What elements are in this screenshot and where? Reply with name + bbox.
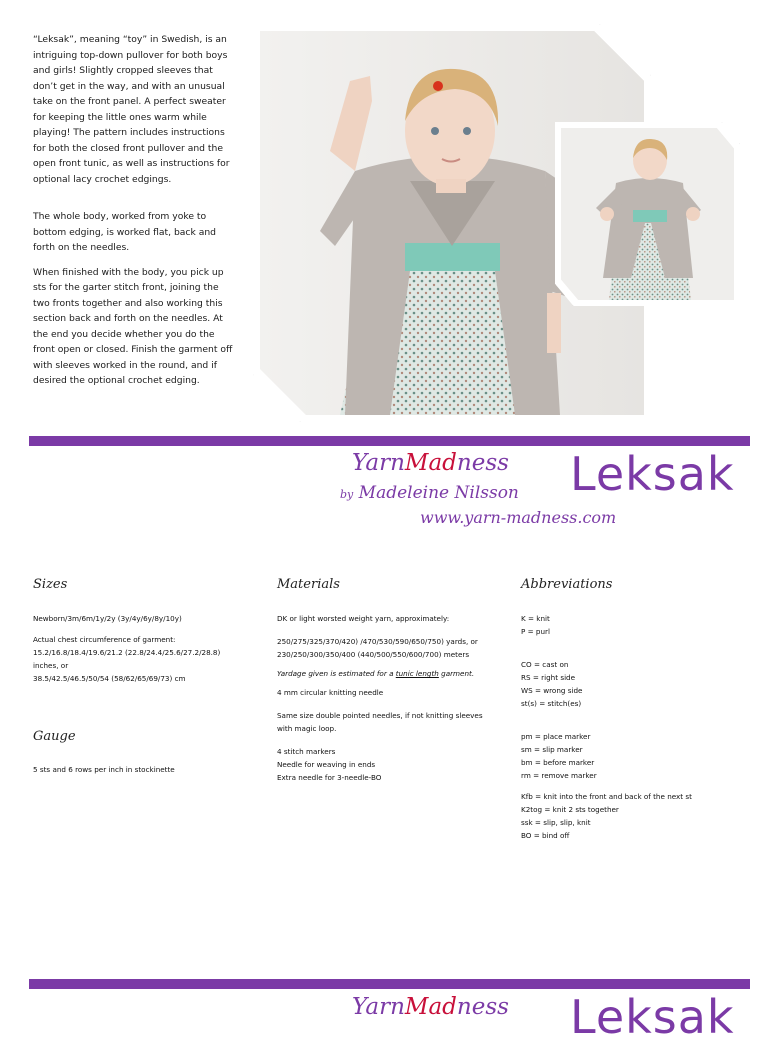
abbr-item: WS = wrong side	[521, 686, 583, 695]
sizes-heading: Sizes	[33, 577, 68, 592]
abbr-item: ssk = slip, slip, knit	[521, 818, 591, 827]
materials-yardage: 250/275/325/370/420) /470/530/590/650/750) yards, or 230/250/300/350/400 (440/500/550/600/700) meters	[277, 637, 478, 659]
abbr-item: pm = place marker	[521, 732, 591, 741]
child-photo-small-illustration	[561, 128, 734, 300]
pattern-title: Leksak	[570, 447, 735, 501]
abbr-item: bm = before marker	[521, 758, 595, 767]
materials-yarn: DK or light worsted weight yarn, approximately:	[277, 614, 450, 623]
abbr-item: CO = cast on	[521, 660, 569, 669]
divider-bar-bottom	[29, 979, 750, 989]
intro-text	[33, 32, 238, 398]
chest-circumference: Actual chest circumference of garment: 15.2/16.8/18.4/19.6/21.2 (22.8/24.4/25.6/27.2/28.8) inches, or 38.5/42.5/46.5/50/54 (58/62/65/69/73) cm	[33, 635, 221, 683]
abbr-item: st(s) = stitch(es)	[521, 699, 582, 708]
gauge-content	[33, 763, 243, 782]
materials-dpn: Same size double pointed needles, if not knitting sleeves with magic loop.	[277, 711, 483, 733]
brand-logo-repeat: YarnMadness	[352, 994, 509, 1020]
brand-logo: YarnMadness	[352, 450, 509, 476]
abbr-item: K = knit	[521, 614, 550, 623]
abbr-item: rm = remove marker	[521, 771, 597, 780]
intro-paragraph-1: “Leksak”, meaning “toy” in Swedish, is an intriguing top-down pullover for both boys and girls! Slightly cropped sleeves that don’t get in the way, and with an unusual take on the front panel. A perfect sweater for keeping the little ones warm while playing! The pattern includes instructions for both the closed front pullover and the open front tunic, as well as instructions for optional lacy crochet edgings.	[33, 34, 230, 185]
sizes-list: Newborn/3m/6m/1y/2y (3y/4y/6y/8y/10y)	[33, 614, 182, 623]
gauge-heading: Gauge	[33, 729, 76, 744]
intro-paragraph-3: When finished with the body, you pick up sts for the garter stitch front, joining the two fronts together and also working this section back and forth on the needles. At the end you decide whether you do the front open or closed. Finish the garment off with sleeves worked in the round, and if desired the optional crochet edging.	[33, 266, 233, 386]
brand-author: by Madeleine Nilsson	[340, 483, 519, 503]
materials-yardage-note: Yardage given is estimated for a tunic length garment.	[277, 669, 475, 678]
gauge-text: 5 sts and 6 rows per inch in stockinette	[33, 765, 175, 774]
secondary-photo	[555, 122, 740, 306]
abbr-item: K2tog = knit 2 sts together	[521, 805, 619, 814]
materials-needle: 4 mm circular knitting needle	[277, 688, 384, 697]
intro-paragraph-2: The whole body, worked from yoke to bottom edging, is worked flat, back and forth on the needles.	[33, 211, 216, 253]
abbr-item: P = purl	[521, 627, 550, 636]
abbr-item: RS = right side	[521, 673, 576, 682]
divider-bar-top	[29, 436, 750, 446]
abbr-item: sm = slip marker	[521, 745, 583, 754]
abbreviations-heading: Abbreviations	[521, 577, 613, 592]
pattern-title-repeat: Leksak	[570, 990, 735, 1044]
abbreviations-content	[521, 612, 741, 842]
abbr-item: Kfb = knit into the front and back of the next st	[521, 792, 692, 801]
materials-content	[277, 612, 492, 790]
sizes-content	[33, 612, 243, 691]
brand-url[interactable]: www.yarn-madness.com	[420, 508, 617, 527]
abbr-item: BO = bind off	[521, 831, 570, 840]
materials-notions: 4 stitch markers Needle for weaving in ends Extra needle for 3-needle-BO	[277, 747, 382, 782]
materials-heading: Materials	[277, 577, 340, 592]
